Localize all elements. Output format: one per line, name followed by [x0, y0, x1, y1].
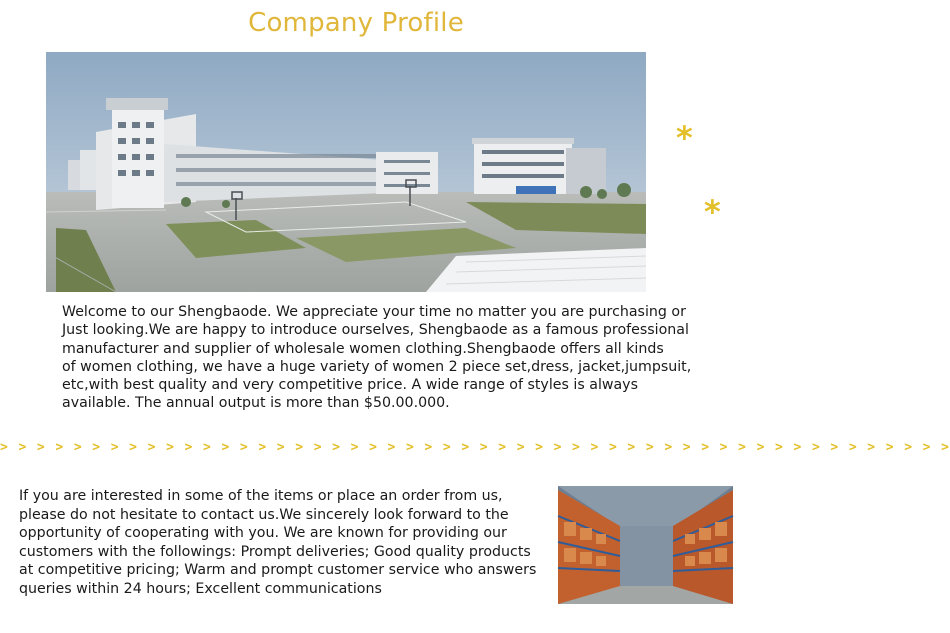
arrow-divider: > > > > > > > > > > > > > > > > > > > > > > > > > > > > > > > > > > > > > > > > > > > > > > > > > > > > — [0, 440, 950, 455]
decorative-star-icon: * — [676, 119, 693, 157]
warehouse-photo — [558, 486, 733, 604]
factory-illustration — [46, 52, 646, 292]
intro-paragraph: Welcome to our Shengbaode. We appreciate your time no matter you are purchasing or Just looking.We are happy to introduce ourselves, Shengbaode as a famous professional manufacturer and supplier of wholesale women clothing.Shengbaode offers all kinds of women clothing, we have a huge variety of women 2 piece set,dress, jacket,jumpsuit, etc,with best quality and very competitive price. A wide range of styles is always available. The annual output is more than $50.00.000. — [62, 304, 692, 412]
page-title: Company Profile — [248, 8, 464, 38]
warehouse-illustration — [558, 486, 733, 604]
decorative-star-icon: * — [704, 193, 721, 231]
contact-paragraph: If you are interested in some of the items or place an order from us, please do not hesitate to contact us.We sincerely look forward to the opportunity of cooperating with you. We are known for providing our customers with the followings: Prompt deliveries; Good quality products at competitive pricing; Warm and prompt customer service who answers queries within 24 hours; Excellent communications — [19, 488, 537, 597]
factory-photo — [46, 52, 646, 292]
